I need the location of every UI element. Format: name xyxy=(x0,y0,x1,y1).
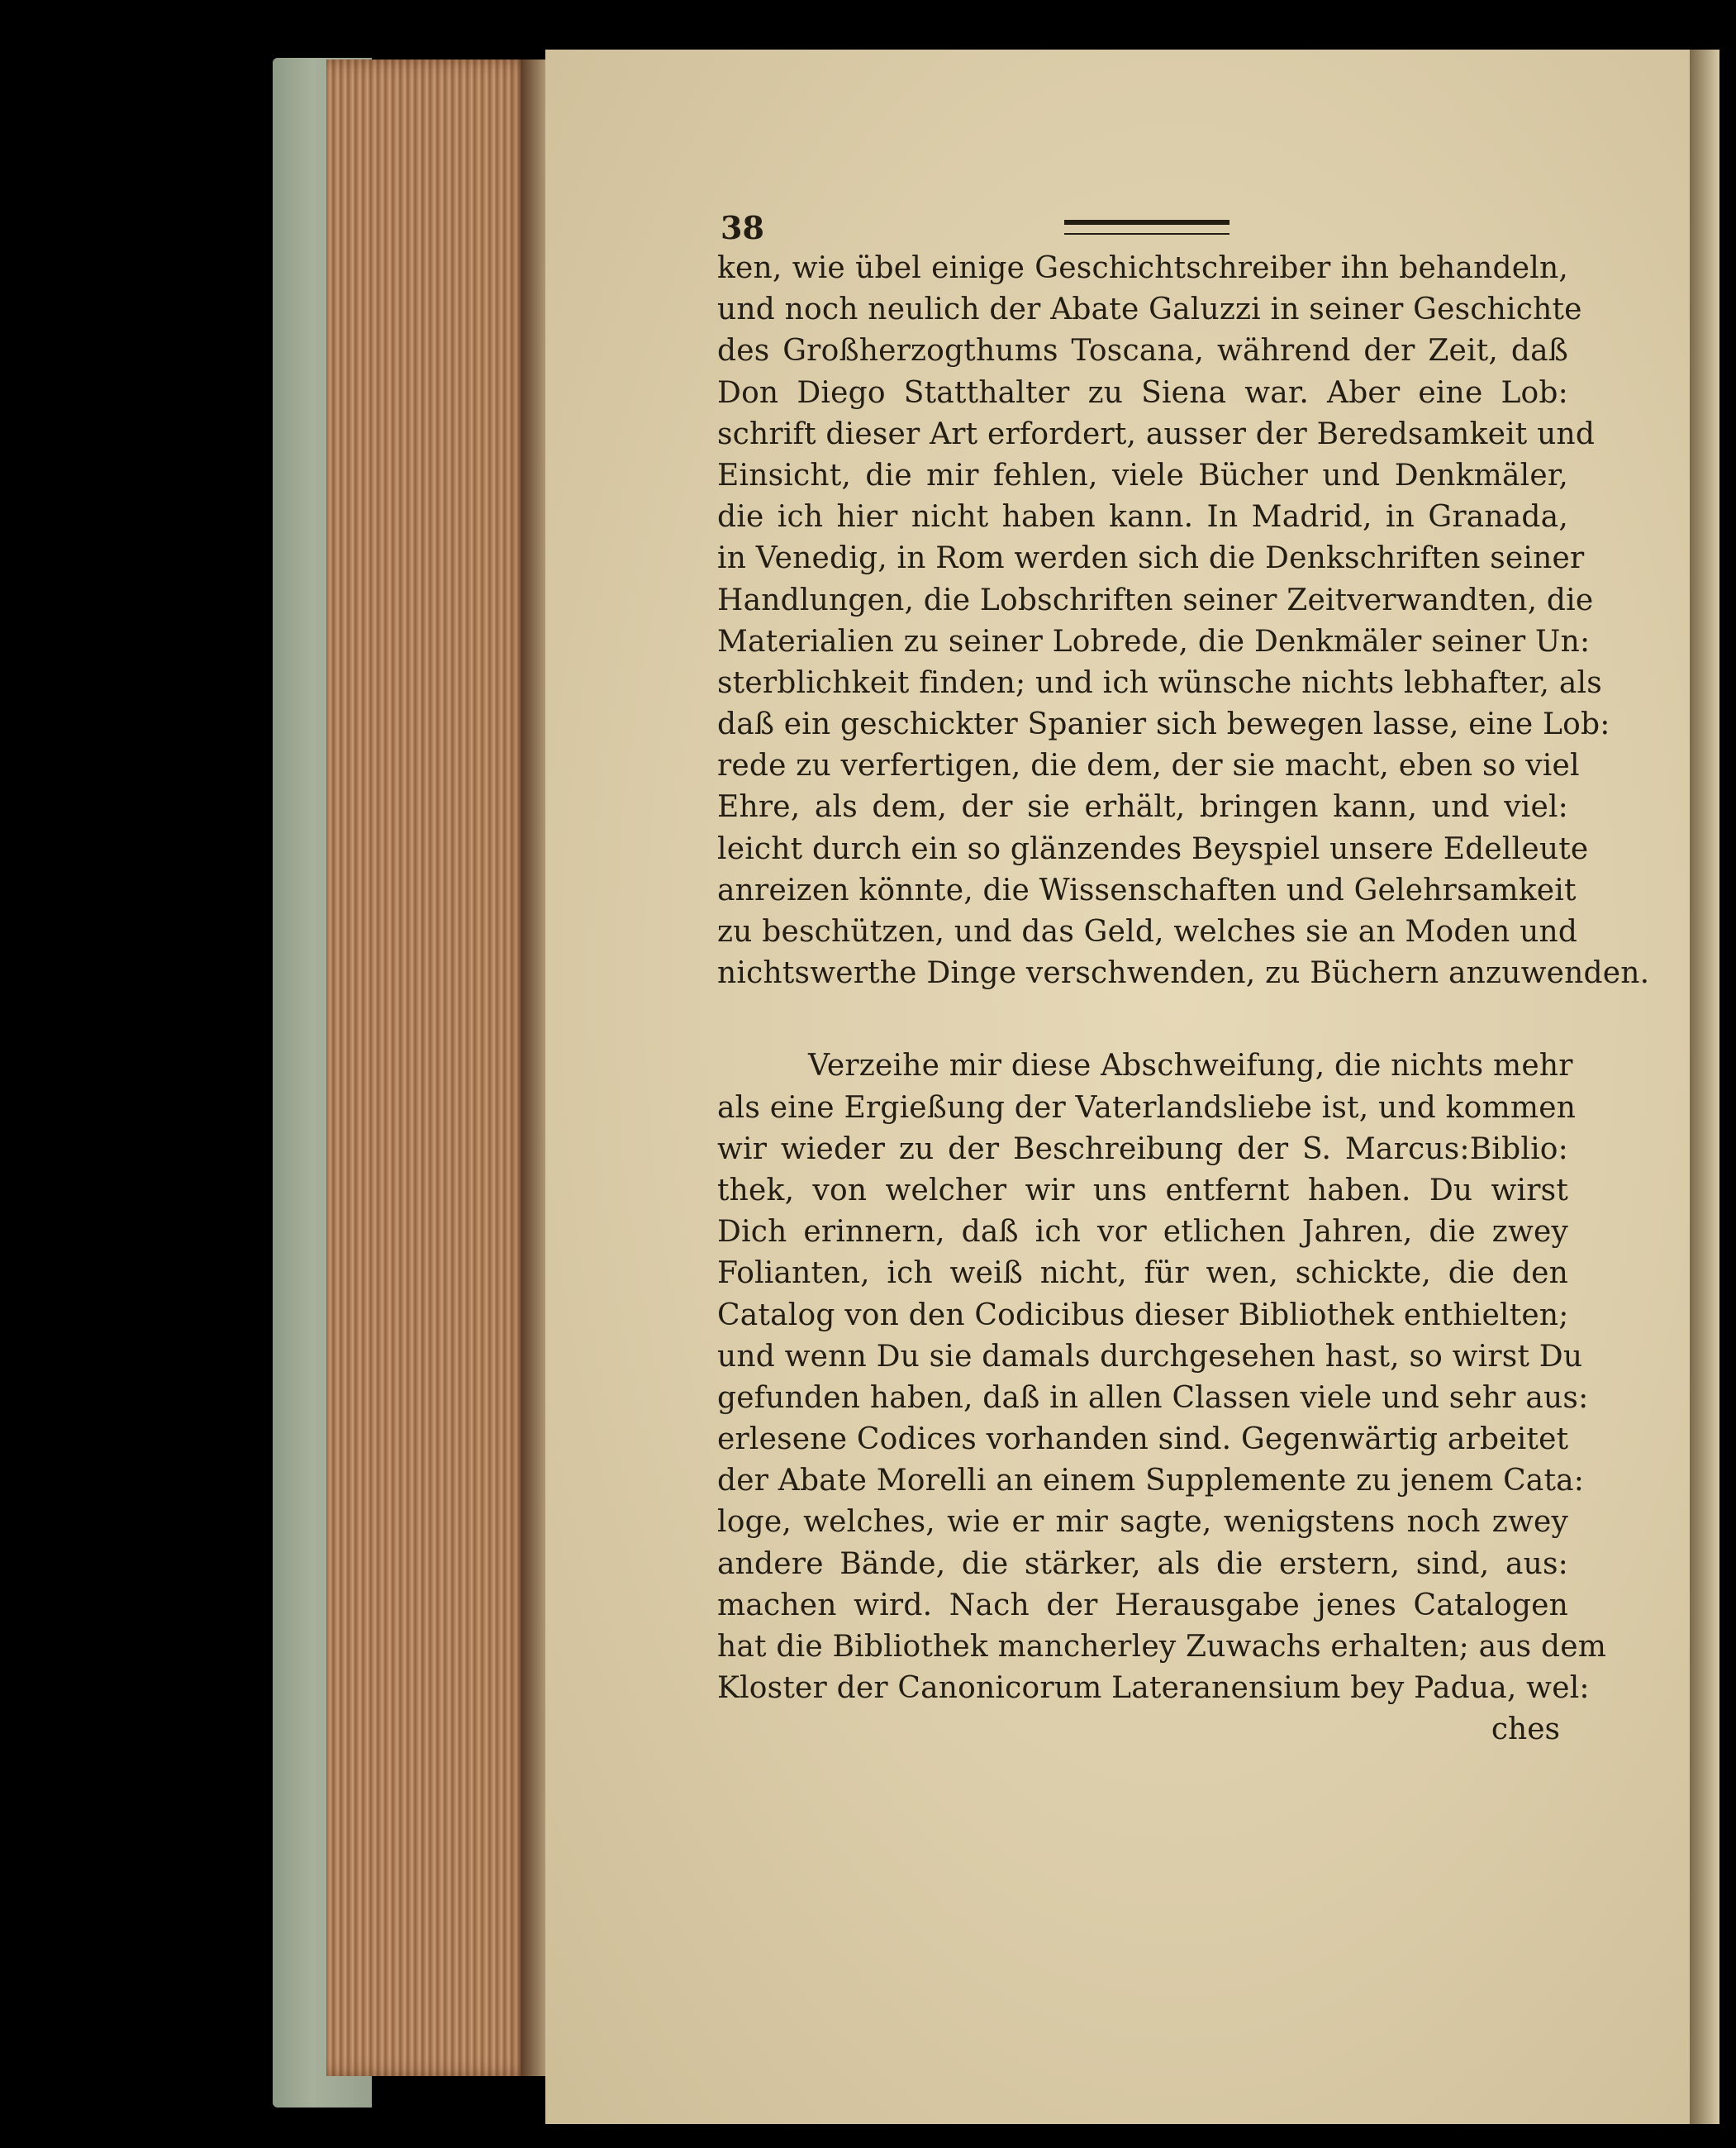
text-line: Don Diego Statthalter zu Siena war. Aber eine Lob: xyxy=(717,375,1568,410)
text-line: Kloster der Canonicorum Lateranensium bey Padua, wel: xyxy=(717,1671,1590,1706)
text-line: Folianten, ich weiß nicht, für wen, schickte, die den xyxy=(717,1256,1568,1291)
text-line: Catalog von den Codicibus dieser Bibliothek enthielten; xyxy=(717,1298,1569,1332)
text-line: andere Bände, die stärker, als die erstern, sind, aus: xyxy=(717,1546,1568,1581)
text-line: in Venedig, in Rom werden sich die Denkschriften seiner xyxy=(717,541,1585,576)
text-line: wir wieder zu der Beschreibung der S. Marcus:Biblio: xyxy=(717,1131,1568,1166)
text-line: und noch neulich der Abate Galuzzi in seiner Geschichte xyxy=(717,293,1582,327)
text-line: Verzeihe mir diese Abschweifung, die nichts mehr xyxy=(808,1049,1573,1084)
text-line: Ehre, als dem, der sie erhält, bringen kann, und viel: xyxy=(717,790,1568,825)
text-line: Dich erinnern, daß ich vor etlichen Jahren, die zwey xyxy=(717,1215,1568,1250)
text-line: gefunden haben, daß in allen Classen viele und sehr aus: xyxy=(717,1380,1589,1415)
paragraph-gap xyxy=(717,994,1568,1045)
text-line: sterblichkeit finden; und ich wünsche nichts lebhafter, als xyxy=(717,665,1602,700)
page-number: 38 xyxy=(721,209,764,246)
text-line: rede zu verfertigen, die dem, der sie macht, eben so viel xyxy=(717,749,1580,783)
page-header xyxy=(717,208,1568,248)
text-line: und wenn Du sie damals durchgesehen hast, so wirst Du xyxy=(717,1339,1583,1374)
text-line: ken, wie übel einige Geschichtschreiber ihn behandeln, xyxy=(717,251,1568,285)
header-rule xyxy=(1064,220,1229,235)
text-line: die ich hier nicht haben kann. In Madrid, in Granada, xyxy=(717,500,1568,535)
text-line: Materialien zu seiner Lobrede, die Denkmäler seiner Un: xyxy=(717,624,1591,659)
text-line: loge, welches, wie er mir sagte, wenigstens noch zwey xyxy=(717,1505,1568,1540)
text-line: Handlungen, die Lobschriften seiner Zeitverwandten, die xyxy=(717,583,1594,617)
text-line: anreizen könnte, die Wissenschaften und Gelehrsamkeit xyxy=(717,873,1577,907)
facing-page-edge xyxy=(1690,50,1719,2124)
catchword: ches xyxy=(1491,1712,1560,1747)
paragraph-1 xyxy=(717,248,1650,994)
text-line: hat die Bibliothek mancherley Zuwachs erhalten; aus dem xyxy=(717,1630,1607,1664)
text-line: machen wird. Nach der Herausgabe jenes Catalogen xyxy=(717,1588,1568,1622)
page-edges xyxy=(326,60,533,2076)
text-line: schrift dieser Art erfordert, ausser der Beredsamkeit und xyxy=(717,417,1596,451)
text-line: als eine Ergießung der Vaterlandsliebe ist, und kommen xyxy=(717,1090,1577,1125)
text-block xyxy=(717,208,1650,1750)
text-line: daß ein geschickter Spanier sich bewegen lasse, eine Lob: xyxy=(717,707,1610,742)
text-line: nichtswerthe Dinge verschwenden, zu Büchern anzuwenden. xyxy=(717,956,1650,991)
catchword-row xyxy=(717,1709,1568,1750)
paragraph-2 xyxy=(717,1045,1607,1709)
text-line: leicht durch ein so glänzendes Beyspiel unsere Edelleute xyxy=(717,831,1589,866)
text-line: erlesene Codices vorhanden sind. Gegenwärtig arbeitet xyxy=(717,1422,1569,1457)
text-line: thek, von welcher wir uns entfernt haben. Du wirst xyxy=(717,1173,1568,1207)
text-line: des Großherzogthums Toscana, während der Zeit, daß xyxy=(717,334,1568,369)
text-line: zu beschützen, und das Geld, welches sie an Moden und xyxy=(717,915,1578,949)
text-line: Einsicht, die mir fehlen, viele Bücher und Denkmäler, xyxy=(717,458,1568,493)
text-line: der Abate Morelli an einem Supplemente zu jenem Cata: xyxy=(717,1464,1585,1498)
